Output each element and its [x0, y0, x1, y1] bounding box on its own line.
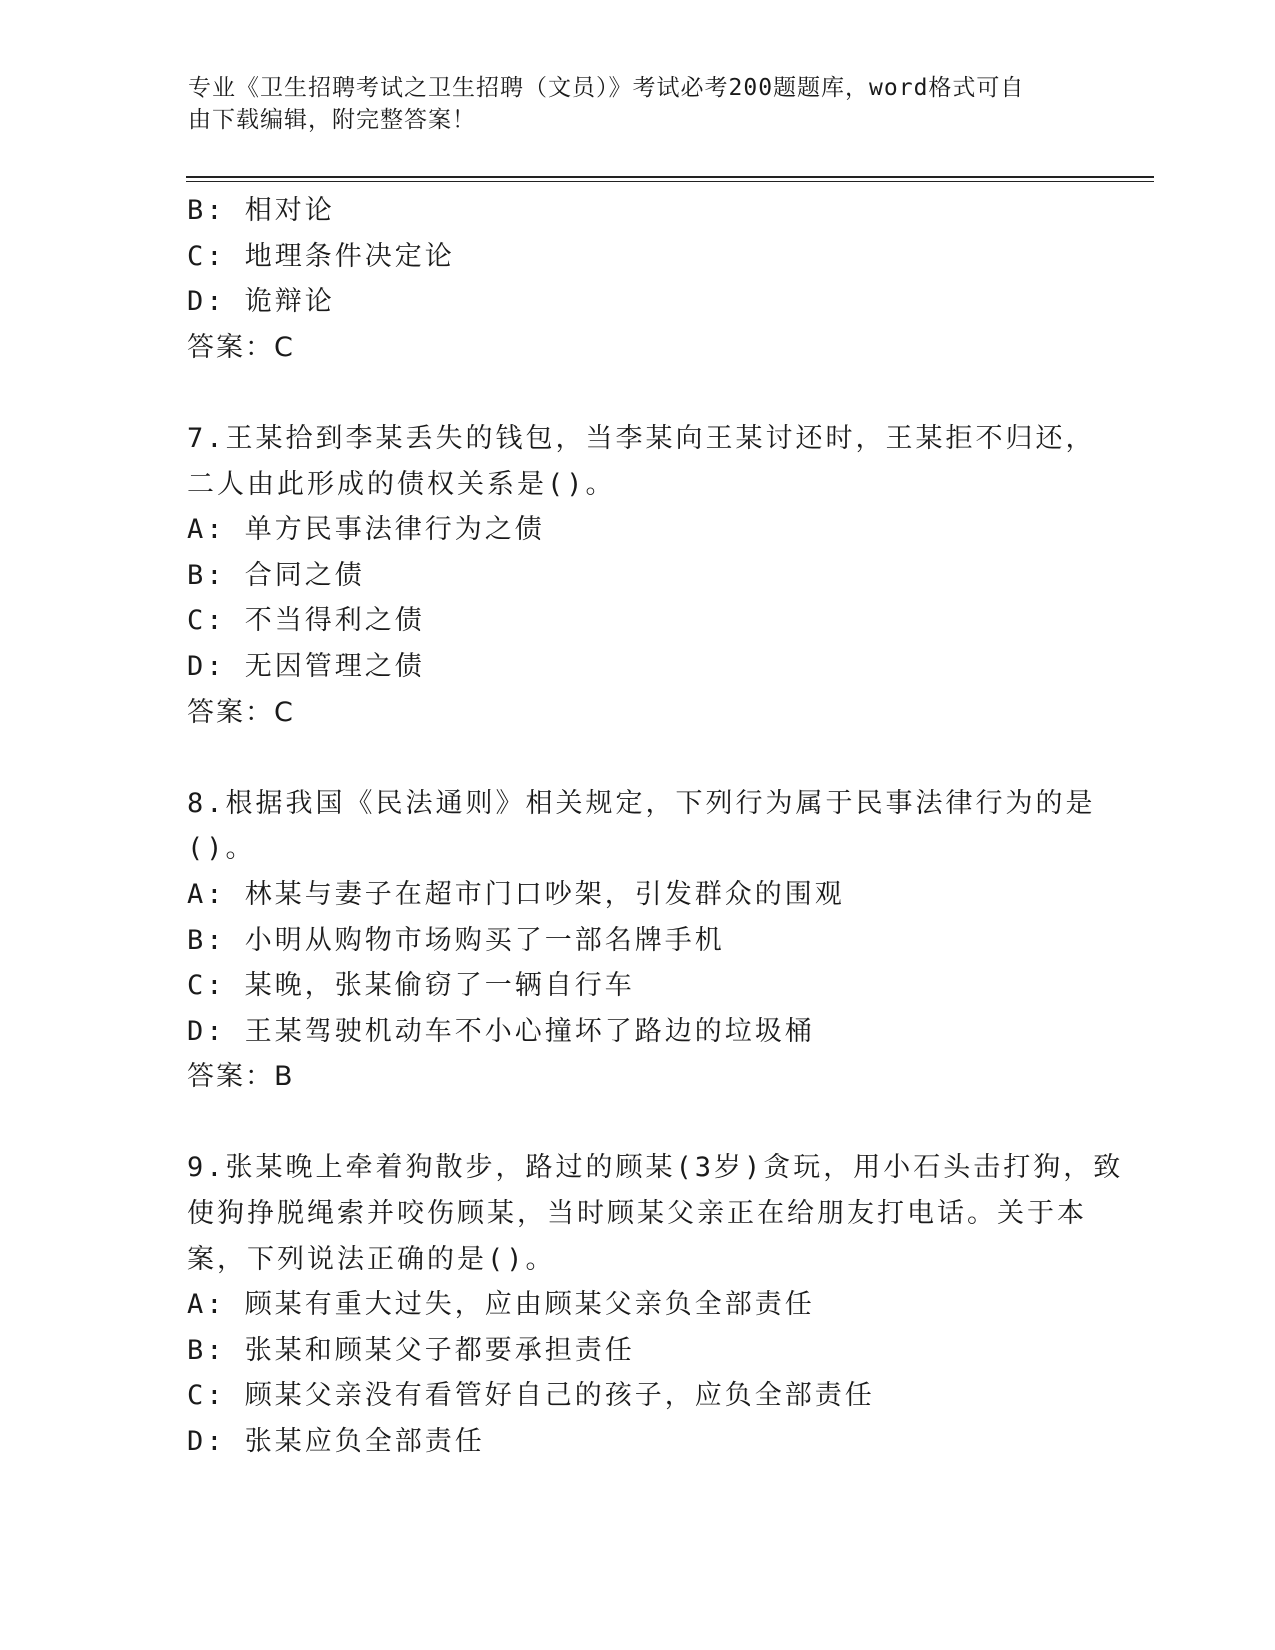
answer-line: 答案：B	[187, 1061, 295, 1093]
question-stem-line: 案，下列说法正确的是()。	[187, 1243, 556, 1275]
question-7	[187, 416, 1096, 735]
option-b: B: 小明从购物市场购买了一部名牌手机	[187, 924, 725, 956]
spacer	[187, 370, 1087, 416]
answer-line: 答案：C	[187, 696, 295, 728]
header-line-1: 专业《卫生招聘考试之卫生招聘（文员）》考试必考200题题库，word格式可自	[188, 75, 1025, 101]
question-stem-line: 8.根据我国《民法通则》相关规定，下列行为属于民事法律行为的是	[187, 787, 1096, 819]
spacer	[187, 735, 1087, 781]
option-b: B: 合同之债	[187, 559, 365, 591]
question-list	[187, 188, 1124, 1465]
document-header	[188, 72, 1088, 136]
header-line-2: 由下载编辑，附完整答案！	[188, 107, 476, 133]
question-stem-line: 二人由此形成的债权关系是()。	[187, 468, 616, 500]
option-c: C: 顾某父亲没有看管好自己的孩子，应负全部责任	[187, 1380, 875, 1412]
option-d: D: 诡辩论	[187, 286, 335, 318]
question-8	[187, 781, 1096, 1100]
option-d: D: 无因管理之债	[187, 650, 425, 682]
option-a: A: 单方民事法律行为之债	[187, 514, 545, 546]
option-d: D: 王某驾驶机动车不小心撞坏了路边的垃圾桶	[187, 1015, 815, 1047]
option-a: A: 顾某有重大过失，应由顾某父亲负全部责任	[187, 1289, 815, 1321]
header-divider-thick	[186, 176, 1154, 178]
header-divider-thin	[186, 181, 1154, 182]
answer-line: 答案：C	[187, 331, 295, 363]
question-stem-line: 9.张某晚上牵着狗散步，路过的顾某(3岁)贪玩，用小石头击打狗，致	[187, 1152, 1124, 1184]
option-c: C: 地理条件决定论	[187, 240, 455, 272]
spacer	[187, 1100, 1087, 1146]
option-c: C: 某晚，张某偷窃了一辆自行车	[187, 970, 635, 1002]
question-9	[187, 1145, 1124, 1464]
question-6-continuation	[187, 188, 1087, 370]
option-a: A: 林某与妻子在超市门口吵架，引发群众的围观	[187, 878, 845, 910]
option-d: D: 张某应负全部责任	[187, 1426, 485, 1458]
option-c: C: 不当得利之债	[187, 605, 425, 637]
question-stem-line: ()。	[187, 833, 256, 865]
option-b: B: 张某和顾某父子都要承担责任	[187, 1334, 635, 1366]
question-stem-line: 7.王某拾到李某丢失的钱包，当李某向王某讨还时，王某拒不归还，	[187, 422, 1096, 454]
option-b: B: 相对论	[187, 195, 335, 226]
question-stem-line: 使狗挣脱绳索并咬伤顾某，当时顾某父亲正在给朋友打电话。关于本	[187, 1198, 1087, 1230]
